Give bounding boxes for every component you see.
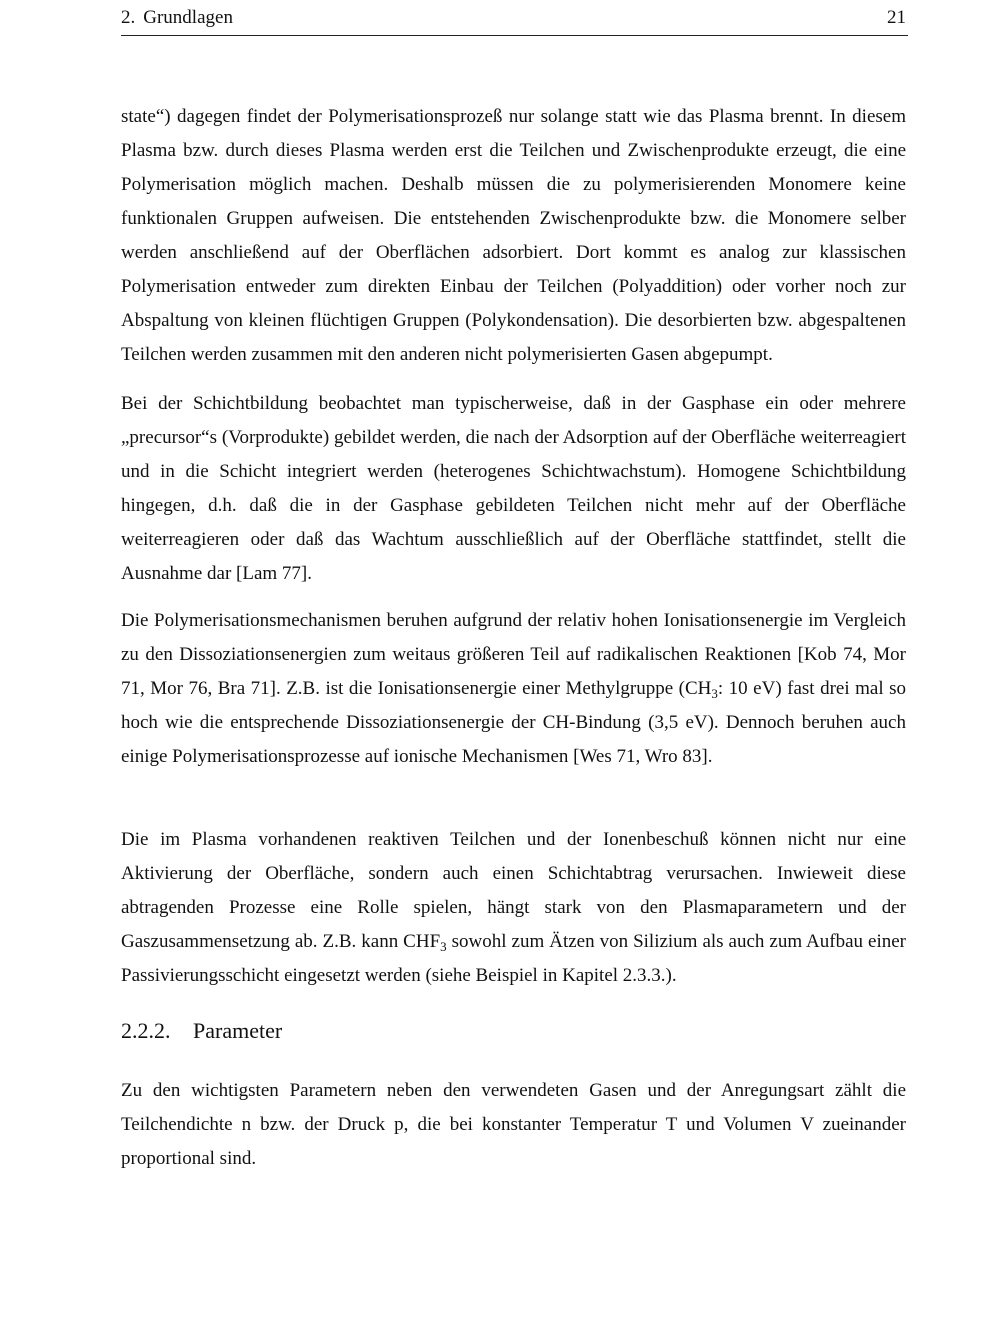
- paragraph-schichtabtrag: [121, 823, 906, 993]
- section-heading: [121, 1018, 282, 1044]
- paragraph-text: : 10 eV) fast drei mal so hoch wie die entsprechende Dissoziationsenergie der CH-Bindung (3,5 eV). Dennoch beruhen auch einige Polymerisationsprozesse auf ionische Mechanismen [Wes 71, Wro 83].: [121, 678, 906, 767]
- paragraph-schichtbildung: Bei der Schichtbildung beobachtet man typischerweise, daß in der Gasphase ein oder mehrere „precursor“s (Vorprodukte) gebildet werden, die nach der Adsorption auf der Oberfläche weiterreagiert und in die Schicht integriert werden (heterogenes Schichtwachstum). Homogene Schichtbildung hingegen, d.h. daß die in der Gasphase gebildeten Teilchen nicht mehr auf der Oberfläche weiterreagieren oder daß das Wachtum ausschließlich auf der Oberfläche stattfindet, stellt die Ausnahme dar [Lam 77].: [121, 393, 906, 584]
- paragraph-text: Die Polymerisationsmechanismen beruhen aufgrund der relativ hohen Ionisationsenergie im Vergleich zu den Dissoziationsenergien zum weitaus größeren Teil auf radikalischen Reaktionen [Kob 74, Mor 71, Mor 76, Bra 71]. Z.B. ist die Ionisationsenergie einer Methylgruppe (CH: [121, 610, 906, 699]
- subscript: 3: [711, 686, 718, 701]
- subscript: 3: [440, 939, 447, 954]
- paragraph-mechanismen: [121, 604, 906, 774]
- section-title: Parameter: [193, 1018, 283, 1043]
- chapter-label: [121, 7, 233, 29]
- chapter-title: Grundlagen: [143, 7, 233, 28]
- chapter-number: 2.: [121, 7, 136, 28]
- paragraph-text: sowohl zum Ätzen von Silizium als auch zum Aufbau einer Passivierungsschicht eingesetzt werden (siehe Beispiel in Kapitel 2.3.3.).: [121, 931, 906, 986]
- running-header: [121, 6, 908, 36]
- paragraph-polymerisation-process: state“) dagegen findet der Polymerisationsprozeß nur solange statt wie das Plasma brennt. In diesem Plasma bzw. durch dieses Plasma werden erst die Teilchen und Zwischenprodukte erzeugt, die eine Polymerisation möglich machen. Deshalb müssen die zu polymerisierenden Monomere keine funktionalen Gruppen aufweisen. Die entstehenden Zwischenprodukte bzw. die Monomere selber werden anschließend auf der Oberflächen adsorbiert. Dort kommt es analog zur klassischen Polymerisation entweder zum direkten Einbau der Teilchen (Polyaddition) oder vorher noch zur Abspaltung von kleinen flüchtigen Gruppen (Polykondensation). Die desorbierten bzw. abgespaltenen Teilchen werden zusammen mit den anderen nicht polymerisierten Gasen abgepumpt.: [121, 106, 906, 365]
- paragraph-parameter: Zu den wichtigsten Parametern neben den verwendeten Gasen und der Anregungsart zählt die Teilchendichte n bzw. der Druck p, die bei konstanter Temperatur T und Volumen V zueinander proportional sind.: [121, 1080, 906, 1169]
- page-number: 21: [887, 7, 906, 28]
- section-number: 2.2.2.: [121, 1018, 171, 1043]
- paragraph-text: Die im Plasma vorhandenen reaktiven Teilchen und der Ionenbeschuß können nicht nur eine Aktivierung der Oberfläche, sondern auch einen Schichtabtrag verursachen. Inwieweit diese abtragenden Prozesse eine Rolle spielen, hängt stark von den Plasmaparametern und der Gaszusammensetzung ab. Z.B. kann CHF: [121, 829, 906, 952]
